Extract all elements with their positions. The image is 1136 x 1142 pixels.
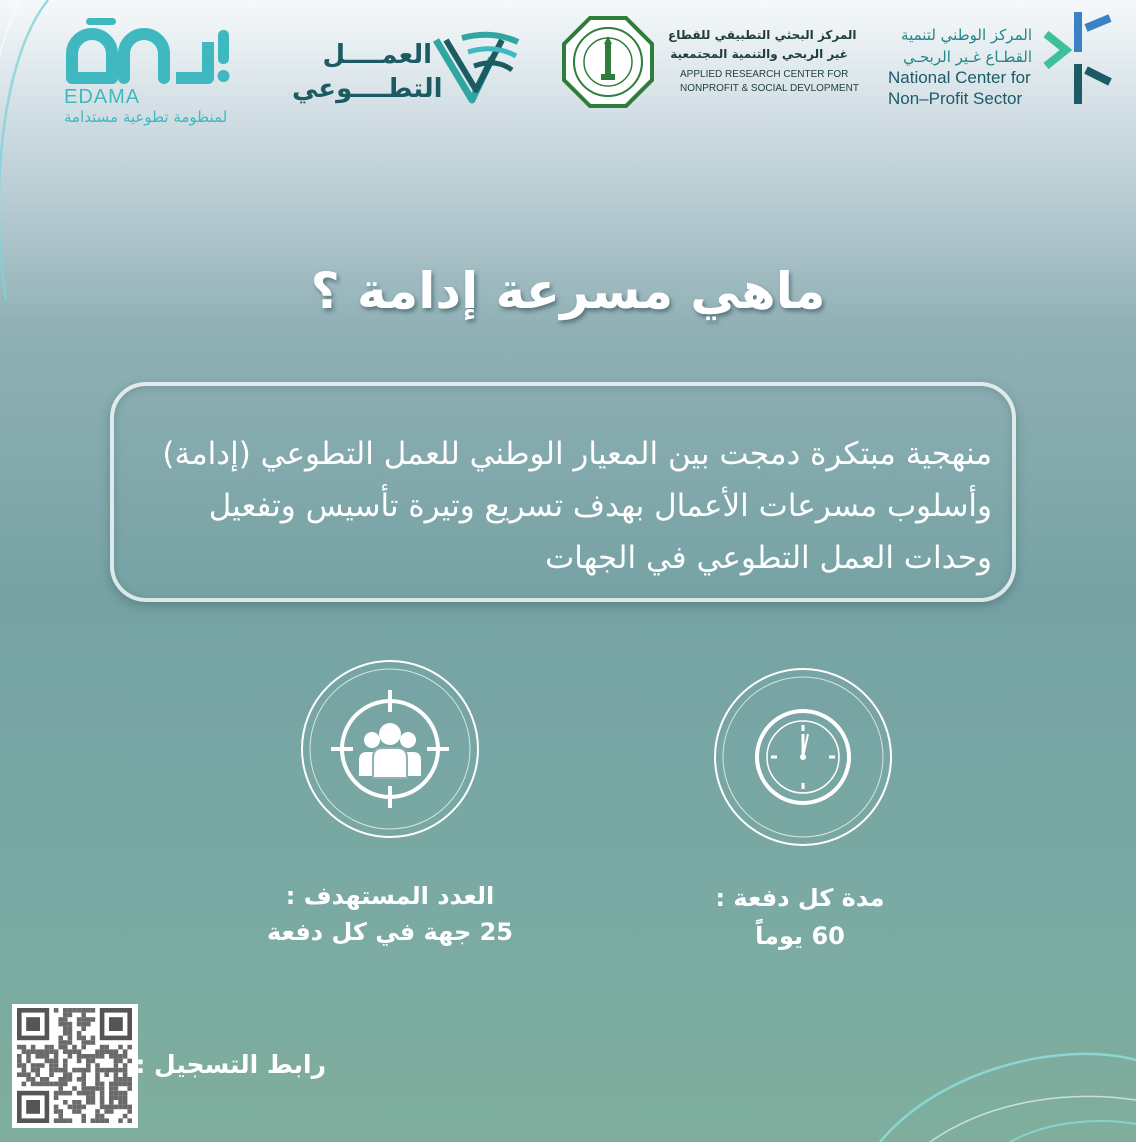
target-label: العدد المستهدف : xyxy=(285,882,495,910)
national-center-logo xyxy=(880,6,1120,116)
qr-code-icon[interactable] xyxy=(12,1004,138,1128)
national-center-ar-line2: القطـاع غـير الربحـي xyxy=(903,48,1032,66)
duration-label: مدة كل دفعة : xyxy=(715,884,885,912)
edama-logo-en: EDAMA xyxy=(64,86,141,108)
national-center-en-line1: National Center for xyxy=(888,68,1031,87)
volunteer-logo-mark xyxy=(432,30,522,106)
target-group-icon xyxy=(295,654,485,844)
duration-value: 60 يوماً xyxy=(755,922,845,950)
description-text: منهجية مبتكرة دمجت بين المعيار الوطني للعمل التطوعي (إدامة) وأسلوب مسرعات الأعمال بهدف تسريع وتيرة تأسيس وتفعيل وحدات العمل التطوعي في الجهات xyxy=(162,436,992,576)
description-box xyxy=(110,382,1016,602)
edama-logo-mark xyxy=(58,16,234,88)
research-center-ar-line2: غير الربحي والتنمية المجتمعية xyxy=(670,47,848,61)
national-center-en-line2: Non–Profit Sector xyxy=(888,89,1023,108)
university-seal-icon xyxy=(560,14,656,110)
edama-logo-tagline: لمنظومة تطوعية مستدامة xyxy=(64,108,228,126)
national-center-mark-icon xyxy=(1040,8,1120,108)
volunteer-logo-line1: العمــــل xyxy=(322,40,432,70)
volunteer-logo-line2: التطــــوعي xyxy=(292,74,443,104)
research-center-logo xyxy=(560,14,859,110)
research-center-ar-line1: المركز البحثي التطبيقي للقطاع xyxy=(668,28,857,42)
header-logos xyxy=(0,0,1136,140)
volunteer-work-logo xyxy=(292,28,532,108)
research-center-en-line2: NONPROFIT & SOCIAL DEVLOPMENT xyxy=(680,83,859,94)
edama-logo xyxy=(52,10,252,126)
page-title: ماهي مسرعة إدامة ؟ xyxy=(310,262,826,320)
clock-icon xyxy=(708,662,898,852)
target-value: 25 جهة في كل دفعة xyxy=(266,918,514,946)
national-center-ar-line1: المركز الوطني لتنمية xyxy=(901,26,1032,44)
registration-link-label: رابط التسجيل : xyxy=(135,1050,326,1079)
research-center-en-line1: APPLIED RESEARCH CENTER FOR xyxy=(680,69,849,80)
volunteer-logo-text xyxy=(292,38,443,106)
